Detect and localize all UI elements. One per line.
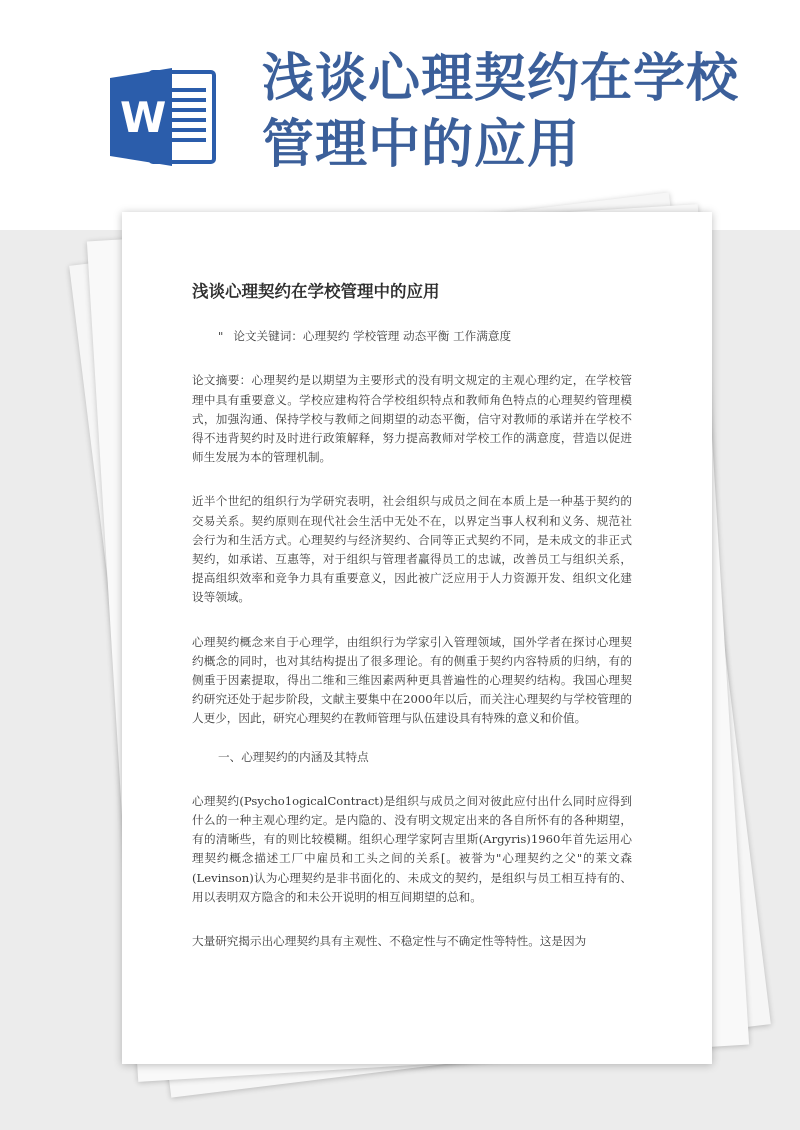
banner-title: 浅谈心理契约在学校管理中的应用 bbox=[262, 49, 740, 175]
abstract-paragraph: 论文摘要：心理契约是以期望为主要形式的没有明文规定的主观心理约定，在学校管理中具有重要意义。学校应建构符合学校组织特点和教师角色特点的心理契约管理模式，加强沟通、保持学校与教师之间期望的动态平衡，信守对教师的承诺并在学校不得不违背契约时及时进行政策解释，努力提高教师对学校工作的满意度，营造以促进师生发展为本的管理机制。 bbox=[192, 373, 632, 465]
body-paragraph-1: 近半个世纪的组织行为学研究表明，社会组织与成员之间在本质上是一种基于契约的交易关系。契约原则在现代社会生活中无处不在，以界定当事人权利和义务、规范社会行为和生活方式。心理契约与经济契约、合同等正式契约不同，是未成文的非正式契约，如承诺、互惠等，对于组织与管理者赢得员工的忠诚，改善员工与组织关系，提高组织效率和竞争力具有重要意义，因此被广泛应用于人力资源开发、组织文化建设等领域。 bbox=[192, 494, 632, 605]
document-title: 浅谈心理契约在学校管理中的应用 bbox=[192, 282, 440, 301]
section-heading-1: 一、心理契约的内涵及其特点 bbox=[218, 749, 369, 764]
word-document-icon bbox=[110, 66, 218, 168]
body-paragraph-2: 心理契约概念来自于心理学，由组织行为学家引入管理领域，国外学者在探讨心理契约概念的同时，也对其结构提出了很多理论。有的侧重于契约内容特质的归纳，有的侧重于因素提取，得出二维和三维因素两种更具普遍性的心理契约结构。我国心理契约研究还处于起步阶段，文献主要集中在2000年以后，而关注心理契约与学校管理的人更少，因此，研究心理契约在教师管理与队伍建设具有特殊的意义和价值。 bbox=[192, 634, 632, 726]
logo-letter: W bbox=[120, 93, 167, 142]
document-body bbox=[192, 282, 632, 976]
header-banner bbox=[0, 0, 800, 230]
body-paragraph-3: 心理契约(Psycho1ogicalContract)是组织与成员之间对彼此应付出什么同时应得到什么的一种主观心理约定。是内隐的、没有明文规定出来的各自所怀有的各种期望，有的清晰些，有的则比较模糊。组织心理学家阿吉里斯(Argyris)1960年首先运用心理契约概念描述工厂中雇员和工头之间的关系[。被誉为"心理契约之父"的莱文森(Levinson)认为心理契约是非书面化的、未成文的契约，是组织与员工相互持有的、用以表明双方隐含的和未公开说明的相互间期望的总和。 bbox=[192, 793, 632, 904]
body-paragraph-4: 大量研究揭示出心理契约具有主观性、不稳定性与不确定性等特性。这是因为 bbox=[192, 934, 587, 949]
keywords-line bbox=[218, 327, 632, 346]
keywords-text: 论文关键词：心理契约 学校管理 动态平衡 工作满意度 bbox=[233, 329, 512, 344]
keywords-mark: " bbox=[218, 329, 224, 344]
